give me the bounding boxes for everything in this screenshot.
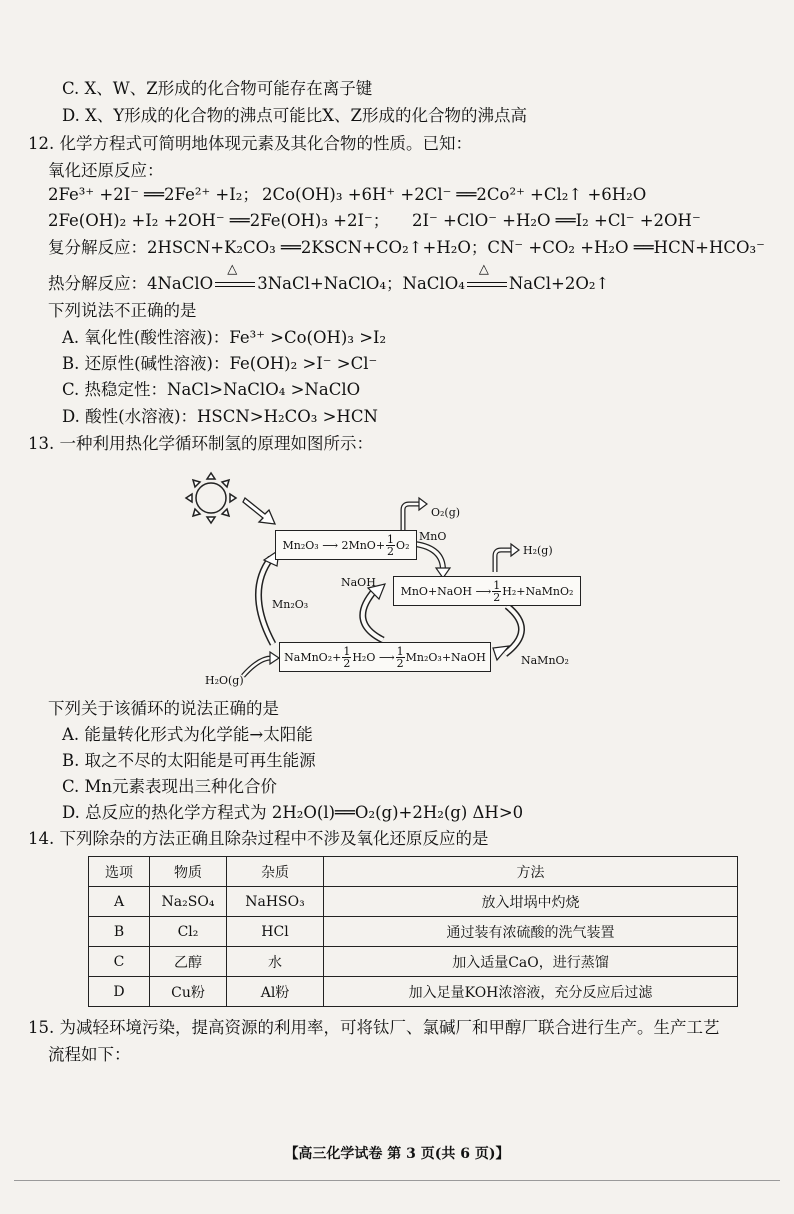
cell-impurity: 水 [227,947,324,977]
q13-option-c: C. Mn元素表现出三种化合价 [62,777,278,796]
box3-left: NaMnO₂+ [284,650,342,664]
q12-option-a: A. 氧化性(酸性溶液)：Fe³⁺ >Co(OH)₃ >I₂ [62,328,387,347]
q15-line-2: 流程如下： [48,1045,131,1064]
half-fraction: $\frac{1}{2}$ [387,532,395,558]
cell-substance: Cl₂ [150,917,227,947]
label-naoh: NaOH [341,576,376,589]
box2-right: H₂+NaMnO₂ [502,584,574,598]
cell-method: 通过装有浓硫酸的洗气装置 [324,917,738,947]
box2-left: MnO+NaOH ⟶ [400,584,492,598]
cell-substance: Na₂SO₄ [150,887,227,917]
cell-substance: Cu粉 [150,977,227,1007]
label-h2: H₂(g) [523,544,553,557]
header-method: 方法 [324,857,738,887]
q14-stem: 14. 下列除杂的方法正确且除杂过程中不涉及氧化还原反应的是 [28,829,489,848]
cell-impurity: NaHSO₃ [227,887,324,917]
half-fraction: $\frac{1}{2}$ [343,644,351,670]
q12-thermal [48,262,610,295]
q12-redox-title: 氧化还原反应： [48,161,164,180]
cell-method: 加入足量KOH浓溶液，充分反应后过滤 [324,977,738,1007]
q12-double-decomp: 复分解反应：2HSCN+K₂CO₃ ══2KSCN+CO₂↑+H₂O；CN⁻ +CO₂ +H₂O ══HCN+HCO₃⁻ [48,238,765,257]
q12-thermal-end: NaCl+2O₂↑ [508,274,610,293]
sun-icon [186,473,236,523]
q12-stem: 12. 化学方程式可简明地体现元素及其化合物的性质。已知： [28,134,472,153]
reaction-box-1 [275,530,417,560]
q15-line-1: 15. 为减轻环境污染，提高资源的利用率，可将钛厂、氯碱厂和甲醇厂联合进行生产。生产工艺 [28,1018,720,1037]
heat-triangle-2: △ [478,262,489,277]
heat-triangle-1: △ [227,262,238,277]
cell-impurity: HCl [227,917,324,947]
q12-thermal-label: 热分解反应：4NaClO [48,274,214,293]
table-row [89,947,738,977]
header-option: 选项 [89,857,150,887]
header-impurity: 杂质 [227,857,324,887]
cell-method: 加入适量CaO，进行蒸馏 [324,947,738,977]
heat-eq-sign-2 [465,262,509,295]
heat-eq-sign-1 [213,262,257,295]
label-mno: MnO [419,530,447,543]
hydrogen-cycle-diagram [175,462,605,694]
q11-option-c: C. X、W、Z形成的化合物可能存在离子键 [62,79,373,98]
q12-ask: 下列说法不正确的是 [48,301,197,320]
q13-ask: 下列关于该循环的说法正确的是 [48,699,279,718]
purification-table [88,856,738,1007]
reaction-box-3 [279,642,491,672]
q12-eq1b: 2Co(OH)₃ +6H⁺ +2Cl⁻ ══2Co²⁺ +Cl₂↑ +6H₂O [262,185,647,204]
box3-right: Mn₂O₃+NaOH [405,650,486,664]
cell-option: C [89,947,150,977]
half-fraction: $\frac{1}{2}$ [396,644,404,670]
table-row [89,887,738,917]
q12-option-c: C. 热稳定性：NaCl>NaClO₄ >NaClO [62,380,361,399]
cell-option: B [89,917,150,947]
q13-option-a: A. 能量转化形式为化学能→太阳能 [62,725,313,744]
cell-impurity: Al粉 [227,977,324,1007]
label-mn2o3: Mn₂O₃ [272,598,309,611]
label-h2o: H₂O(g) [205,674,244,687]
cell-substance: 乙醇 [150,947,227,977]
q11-option-d: D. X、Y形成的化合物的沸点可能比X、Z形成的化合物的沸点高 [62,106,527,125]
q12-option-b: B. 还原性(碱性溶液)：Fe(OH)₂ >I⁻ >Cl⁻ [62,354,378,373]
box1-left: Mn₂O₃ ⟶ 2MnO+ [282,538,386,552]
table-row [89,917,738,947]
q12-eq2a: 2Fe(OH)₂ +I₂ +2OH⁻ ══2Fe(OH)₃ +2I⁻； [48,211,390,230]
reaction-box-2 [393,576,581,606]
page-footer: 【高三化学试卷 第 3 页(共 6 页)】 [284,1146,510,1162]
table-row [89,977,738,1007]
label-namno2: NaMnO₂ [521,654,569,667]
header-substance: 物质 [150,857,227,887]
table-header-row [89,857,738,887]
q12-option-d: D. 酸性(水溶液)：HSCN>H₂CO₃ >HCN [62,407,378,426]
bottom-rule [14,1180,780,1181]
cell-option: A [89,887,150,917]
q12-thermal-mid: 3NaCl+NaClO₄；NaClO₄ [257,274,465,293]
cell-method: 放入坩埚中灼烧 [324,887,738,917]
q13-option-d: D. 总反应的热化学方程式为 2H₂O(l)══O₂(g)+2H₂(g) ΔH>0 [62,803,524,822]
q12-eq2b: 2I⁻ +ClO⁻ +H₂O ══I₂ +Cl⁻ +2OH⁻ [412,211,701,230]
q13-stem: 13. 一种利用热化学循环制氢的原理如图所示： [28,434,373,453]
box3-mid: H₂O ⟶ [352,650,395,664]
cell-option: D [89,977,150,1007]
label-o2: O₂(g) [431,506,461,519]
q12-eq1a: 2Fe³⁺ +2I⁻ ══2Fe²⁺ +I₂； [48,185,259,204]
half-fraction: $\frac{1}{2}$ [493,578,501,604]
q13-option-b: B. 取之不尽的太阳能是可再生能源 [62,751,316,770]
box1-right: O₂ [396,538,410,552]
